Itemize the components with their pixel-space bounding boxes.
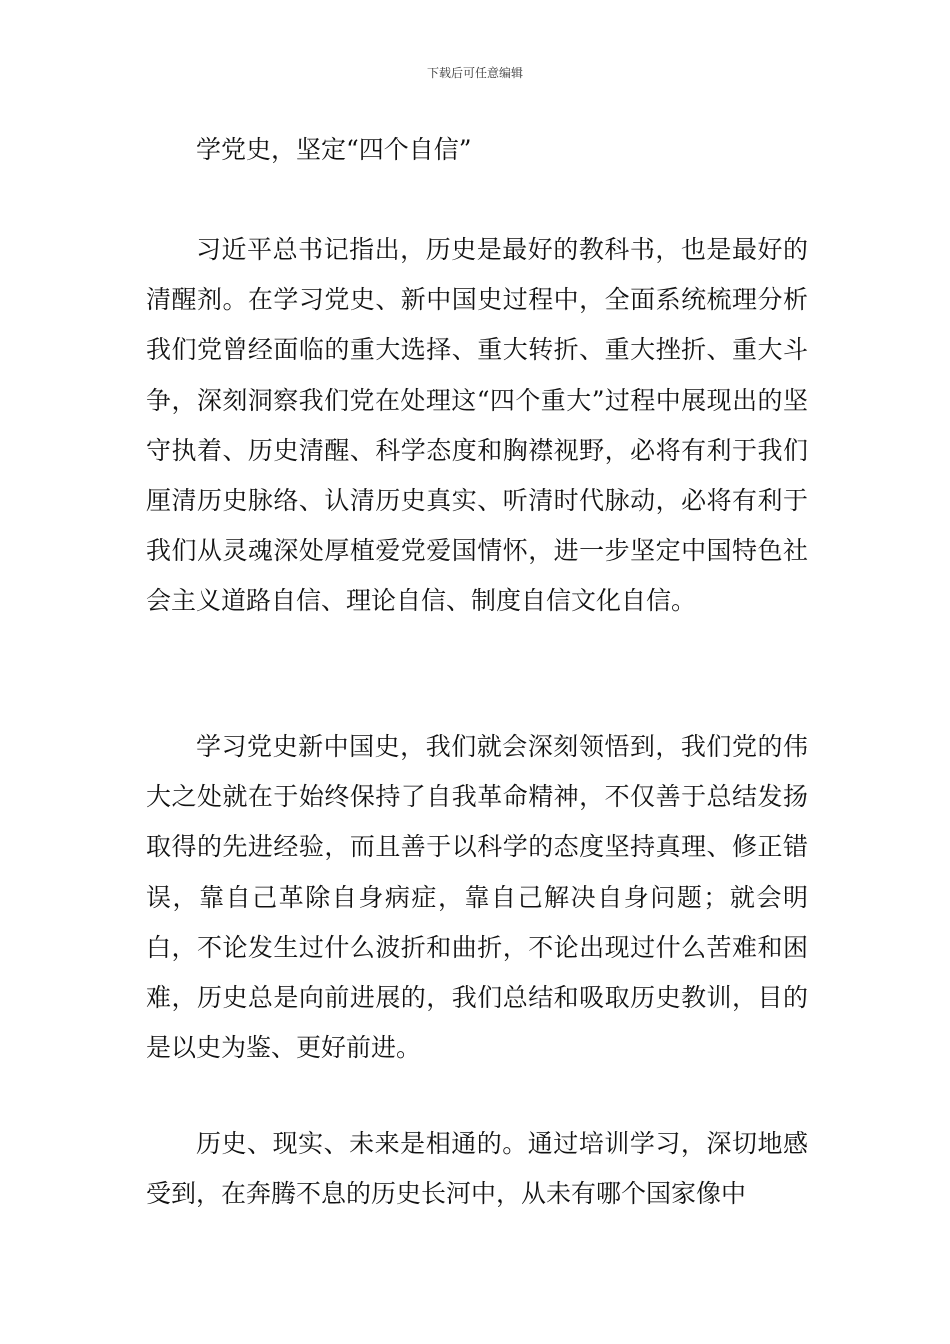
paragraph-2: 学习党史新中国史，我们就会深刻领悟到，我们党的伟大之处就在于始终保持了自我革命精神，不仅善于总结发扬取得的先进经验，而且善于以科学的态度坚持真理、修正错误，靠自己革除自身病症，靠自己解决自身问题；就会明白，不论发生过什么波折和曲折，不论出现过什么苦难和困难，历史总是向前进展的，我们总结和吸取历史教训，目的是以史为鉴、更好前进。 <box>146 732 808 1063</box>
paragraph-3: 历史、现实、未来是相通的。通过培训学习，深切地感受到，在奔腾不息的历史长河中，从未有哪个国家像中 <box>146 1129 808 1209</box>
paragraph-1: 习近平总书记指出，历史是最好的教科书，也是最好的清醒剂。在学习党史、新中国史过程中，全面系统梳理分析我们党曾经面临的重大选择、重大转折、重大挫折、重大斗争，深刻洞察我们党在处理这“四个重大”过程中展现出的坚守执着、历史清醒、科学态度和胸襟视野，必将有利于我们厘清历史脉络、认清历史真实、听清时代脉动，必将有利于我们从灵魂深处厚植爱党爱国情怀，进一步坚定中国特色社会主义道路自信、理论自信、制度自信文化自信。 <box>146 235 808 616</box>
header-note: 下载后可任意编辑 <box>426 66 523 80</box>
document-title: 学党史，坚定“四个自信” <box>196 135 472 164</box>
